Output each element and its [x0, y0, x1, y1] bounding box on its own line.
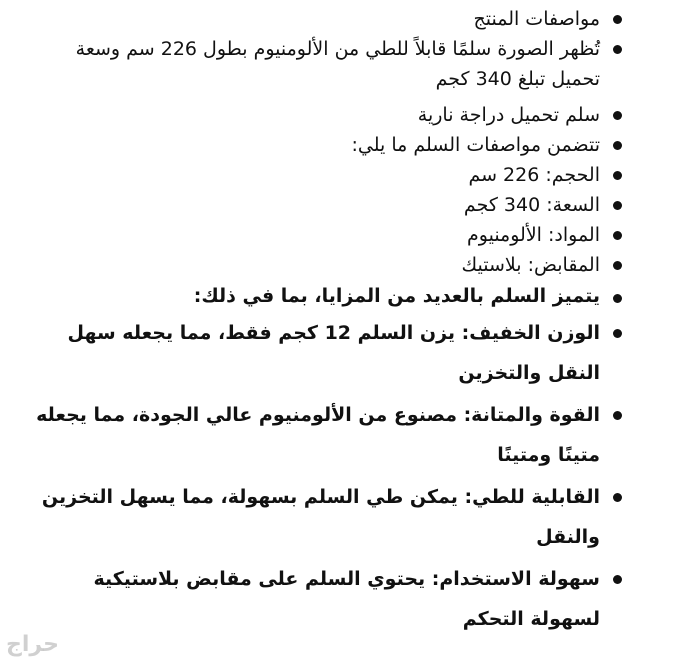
- watermark-logo: حراج: [6, 632, 59, 657]
- list-item: [0, 34, 700, 100]
- list-item-text: السعة: 340 كجم: [463, 194, 600, 216]
- list-item-text: القوة والمتانة: مصنوع من الألومنيوم عالي الجودة، مما يجعله متينًا ومتينًا: [36, 404, 600, 466]
- list-item-text: الوزن الخفيف: يزن السلم 12 كجم فقط، مما يجعله سهل النقل والتخزين: [67, 322, 600, 384]
- list-item: [0, 160, 700, 190]
- list-item: [0, 130, 700, 160]
- bullet-icon: [613, 231, 622, 240]
- list-item-text: يتميز السلم بالعديد من المزايا، بما في ذلك:: [193, 285, 600, 307]
- bullet-icon: [613, 411, 622, 420]
- bullet-icon: [613, 493, 622, 502]
- list-item: [0, 280, 700, 313]
- list-item: [0, 220, 700, 250]
- list-item-text: سهولة الاستخدام: يحتوي السلم على مقابض بلاستيكية لسهولة التحكم: [93, 568, 600, 630]
- list-item-text: المواد: الألومنيوم: [467, 224, 600, 246]
- bullet-icon: [613, 575, 622, 584]
- spec-list: [0, 4, 700, 637]
- bullet-icon: [613, 111, 622, 120]
- bullet-icon: [613, 45, 622, 54]
- list-item: [0, 250, 700, 280]
- list-item: [0, 4, 700, 34]
- list-item-text: تُظهر الصورة سلمًا قابلاً للطي من الألومنيوم بطول 226 سم وسعة تحميل تبلغ 340 كجم: [75, 38, 600, 90]
- bullet-icon: [613, 201, 622, 210]
- list-item: [0, 559, 700, 637]
- bullet-icon: [613, 329, 622, 338]
- list-item-text: الحجم: 226 سم: [468, 164, 600, 186]
- list-item-text: تتضمن مواصفات السلم ما يلي:: [351, 134, 600, 156]
- list-item: [0, 100, 700, 130]
- bullet-icon: [613, 171, 622, 180]
- bullet-icon: [613, 294, 622, 303]
- list-item-text: مواصفات المنتج: [473, 8, 600, 30]
- list-item: [0, 395, 700, 477]
- list-item: [0, 477, 700, 559]
- bullet-icon: [613, 141, 622, 150]
- bullet-icon: [613, 15, 622, 24]
- list-item-text: سلم تحميل دراجة نارية: [417, 104, 600, 126]
- list-item: [0, 313, 700, 395]
- list-item: [0, 190, 700, 220]
- bullet-icon: [613, 261, 622, 270]
- list-item-text: المقابض: بلاستيك: [461, 254, 600, 276]
- list-item-text: القابلية للطي: يمكن طي السلم بسهولة، مما يسهل التخزين والنقل: [41, 486, 600, 548]
